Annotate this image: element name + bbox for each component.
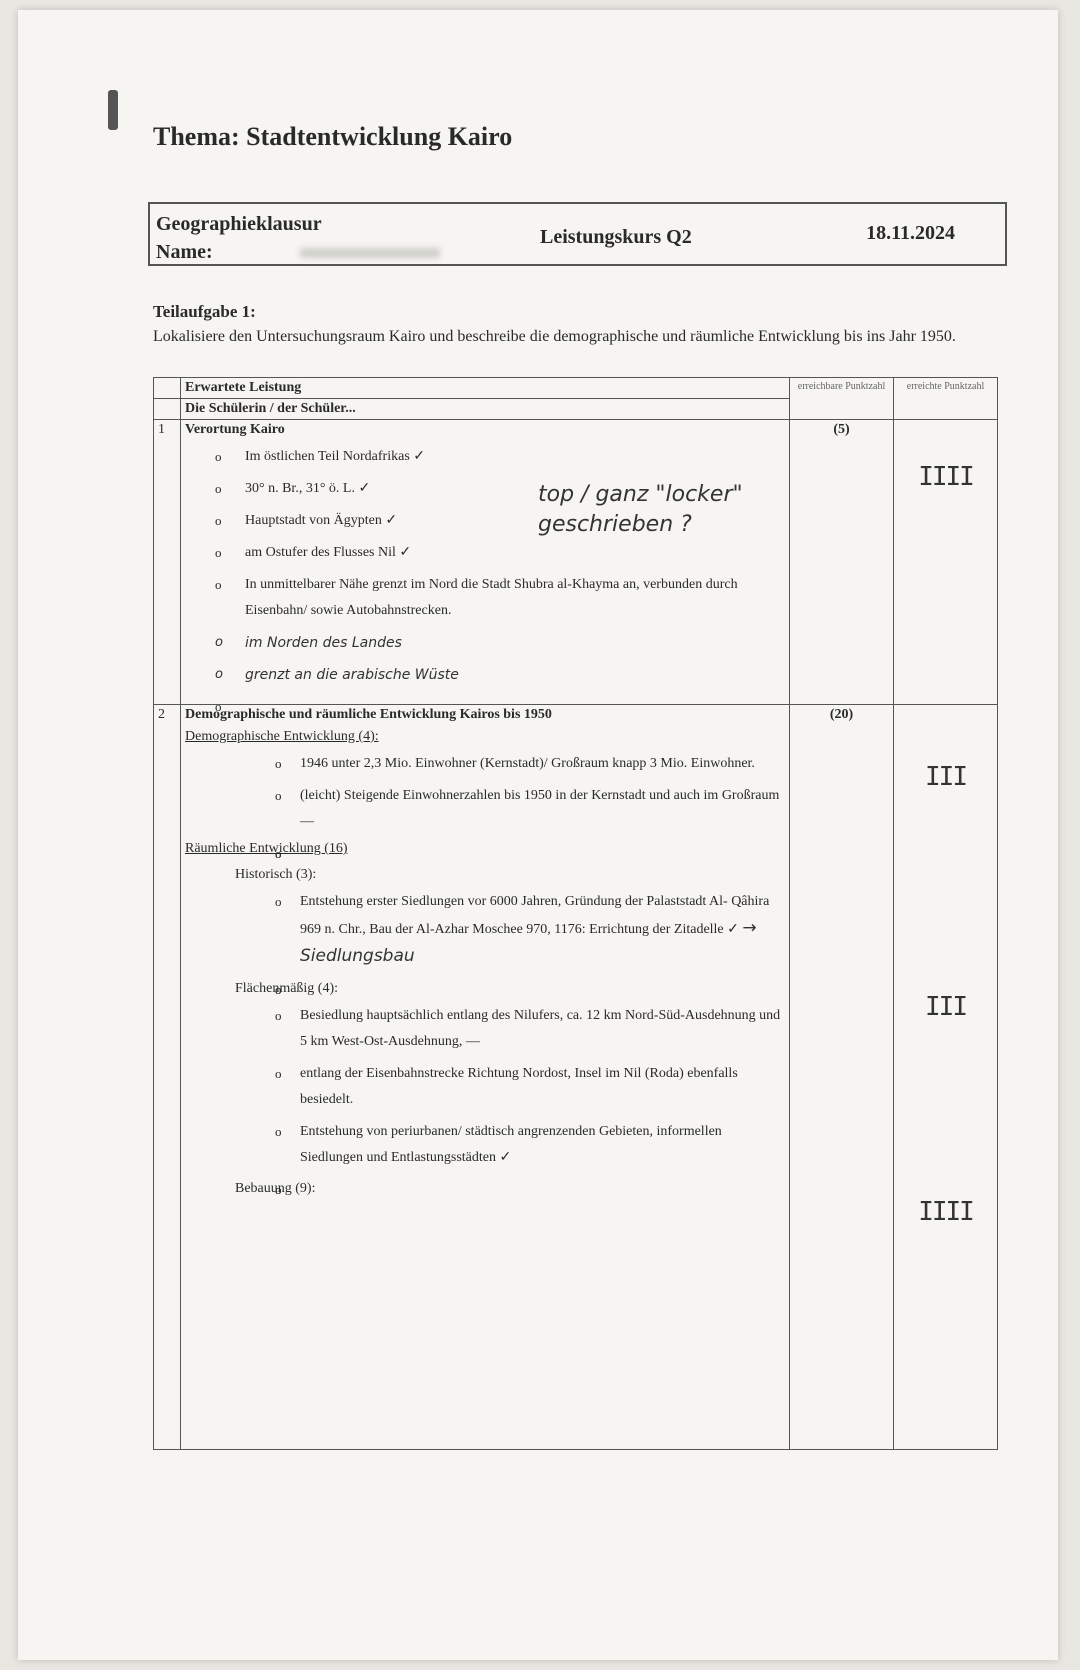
list-item: o 1946 unter 2,3 Mio. Einwohner (Kernstadt)/ Großraum knapp 3 Mio. Einwohner. [185, 751, 785, 777]
student-header: Die Schülerin / der Schüler... [181, 399, 790, 420]
section-1-row [154, 420, 998, 705]
handwritten-item: o im Norden des Landes [185, 630, 785, 656]
tally-marks: IIII [918, 462, 973, 492]
name-label: Name: [156, 241, 213, 263]
list-item: o Hauptstadt von Ägypten ✓ [185, 508, 785, 534]
handwritten-note: → Siedlungsbau [300, 918, 757, 966]
achieved-points-header: erreichte Punktzahl [894, 378, 998, 420]
handwritten-item: o grenzt an die arabische Wüste [185, 662, 785, 688]
list-item: o (leicht) Steigende Einwohnerzahlen bis 1950 in der Kernstadt und auch im Großraum — [185, 783, 785, 835]
list-item: o Besiedlung hauptsächlich entlang des Nilufers, ca. 12 km Nord-Süd-Ausdehnung und 5 km West-Ost-Ausdehnung, — [185, 1003, 785, 1055]
section-2-row [154, 705, 998, 1450]
list-item: o 30° n. Br., 31° ö. L. ✓ [185, 476, 785, 502]
tally-marks: III [925, 992, 966, 1022]
list-item: o Im östlichen Teil Nordafrikas ✓ [185, 444, 785, 470]
expected-header: Erwartete Leistung [181, 378, 790, 399]
building-label: Bebauung (9): [235, 1181, 316, 1196]
table-header-row [154, 378, 998, 399]
tally-marks: III [925, 762, 966, 792]
possible-points: (5) [790, 420, 894, 705]
possible-points-header: erreichbare Punktzahl [790, 378, 894, 420]
list-item: o Entstehung erster Siedlungen vor 6000 Jahren, Gründung der Palaststadt Al- Qâhira 969 n. Chr., Bau der Al-Azhar Moschee 970, 1176: Errichtung der Zitadelle ✓ → Siedlungsbau [185, 889, 785, 971]
exam-paper [18, 10, 1058, 1660]
page-title: Thema: Stadtentwicklung Kairo [153, 122, 513, 151]
demographic-label: Demographische Entwicklung (4): [185, 729, 379, 744]
section-title: Demographische und räumliche Entwicklung Kairos bis 1950 [185, 707, 552, 722]
list-item: o entlang der Eisenbahnstrecke Richtung Nordost, Insel im Nil (Roda) ebenfalls besiedelt. [185, 1061, 785, 1113]
historical-label: Historisch (3): [235, 867, 317, 882]
section-number: 1 [154, 420, 181, 705]
area-label: Flächenmäßig (4): [235, 981, 339, 996]
handwritten-comment: top / ganz "locker" geschrieben ? [538, 482, 743, 537]
exam-type: Geographieklausur [156, 213, 322, 235]
list-item: o am Ostufer des Flusses Nil ✓ [185, 540, 785, 566]
exam-header [148, 202, 1007, 266]
redacted-name [300, 248, 440, 258]
exam-date: 18.11.2024 [866, 222, 955, 244]
tally-marks: IIII [918, 1197, 973, 1227]
list-item: o Entstehung von periurbanen/ städtisch angrenzenden Gebieten, informellen Siedlungen und Entlastungsstädten ✓ [185, 1119, 785, 1171]
punch-hole [108, 90, 118, 130]
area-list [185, 1003, 785, 1171]
spatial-label: Räumliche Entwicklung (16) [185, 841, 348, 856]
course-label: Leistungskurs Q2 [540, 226, 692, 248]
section-number: 2 [154, 705, 181, 1450]
historical-list [185, 889, 785, 971]
section-title: Verortung Kairo [185, 422, 285, 437]
possible-points: (20) [790, 705, 894, 1450]
demographic-list [185, 751, 785, 835]
task-label: Teilaufgabe 1: [153, 302, 256, 321]
task-text: Lokalisiere den Untersuchungsraum Kairo und beschreibe die demographische und räumliche Entwicklung bis ins Jahr 1950. [153, 328, 956, 345]
list-item: o In unmittelbarer Nähe grenzt im Nord die Stadt Shubra al-Khayma an, verbunden durch Eisenbahn/ sowie Autobahnstrecken. [185, 572, 785, 624]
